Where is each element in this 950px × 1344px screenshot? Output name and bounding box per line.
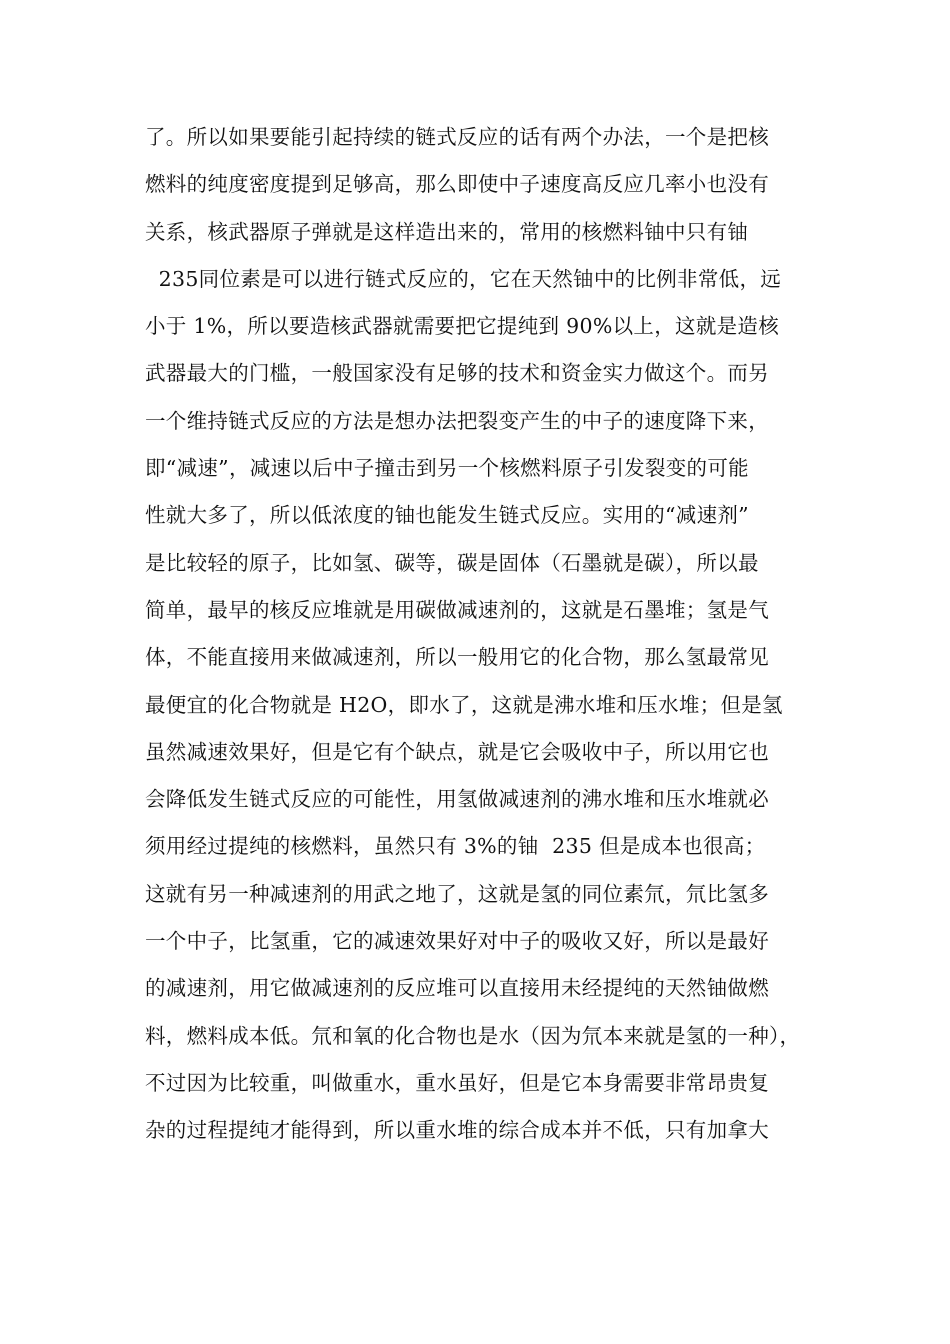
text-line: 体，不能直接用来做减速剂，所以一般用它的化合物，那么氢最常见 xyxy=(145,645,769,670)
text-line: 235同位素是可以进行链式反应的，它在天然铀中的比例非常低，远 xyxy=(145,266,782,291)
text-line: 简单，最早的核反应堆就是用碳做减速剂的，这就是石墨堆；氢是气 xyxy=(145,597,769,622)
text-line: 了。所以如果要能引起持续的链式反应的话有两个办法，一个是把核 xyxy=(145,125,769,149)
text-line: 关系，核武器原子弹就是这样造出来的，常用的核燃料铀中只有铀 xyxy=(145,219,749,244)
text-line: 是比较轻的原子，比如氢、碳等，碳是固体（石墨就是碳），所以最 xyxy=(145,550,759,575)
text-line: 小于 1%，所以要造核武器就需要把它提纯到 90%以上，这就是造核 xyxy=(145,314,780,339)
text-line: 最便宜的化合物就是 H2O，即水了，这就是沸水堆和压水堆；但是氢 xyxy=(145,692,783,717)
text-line: 性就大多了，所以低浓度的铀也能发生链式反应。实用的“减速剂” xyxy=(145,503,749,528)
text-line: 虽然减速效果好，但是它有个缺点，就是它会吸收中子，所以用它也 xyxy=(145,739,769,764)
text-line: 这就有另一种减速剂的用武之地了，这就是氢的同位素氘，氘比氢多 xyxy=(145,881,769,906)
text-line: 杂的过程提纯才能得到，所以重水堆的综合成本并不低，只有加拿大 xyxy=(145,1118,769,1143)
body-paragraph xyxy=(145,114,810,1155)
text-line: 即“减速”，减速以后中子撞击到另一个核燃料原子引发裂变的可能 xyxy=(145,456,749,481)
text-line: 一个中子，比氢重，它的减速效果好对中子的吸收又好，所以是最好 xyxy=(145,929,769,954)
text-line: 料，燃料成本低。氘和氧的化合物也是水（因为氘本来就是氢的一种）， xyxy=(145,1023,801,1048)
text-line: 武器最大的门槛，一般国家没有足够的技术和资金实力做这个。而另 xyxy=(145,361,769,386)
text-line: 会降低发生链式反应的可能性，用氢做减速剂的沸水堆和压水堆就必 xyxy=(145,787,769,812)
text-line: 须用经过提纯的核燃料，虽然只有 3%的铀 235 但是成本也很高； xyxy=(145,834,766,859)
text-line: 的减速剂，用它做减速剂的反应堆可以直接用未经提纯的天然铀做燃 xyxy=(145,976,769,1001)
text-line: 一个维持链式反应的方法是想办法把裂变产生的中子的速度降下来， xyxy=(145,408,769,433)
text-line: 燃料的纯度密度提到足够高，那么即使中子速度高反应几率小也没有 xyxy=(145,172,769,197)
text-line: 不过因为比较重，叫做重水，重水虽好，但是它本身需要非常昂贵复 xyxy=(145,1070,769,1095)
